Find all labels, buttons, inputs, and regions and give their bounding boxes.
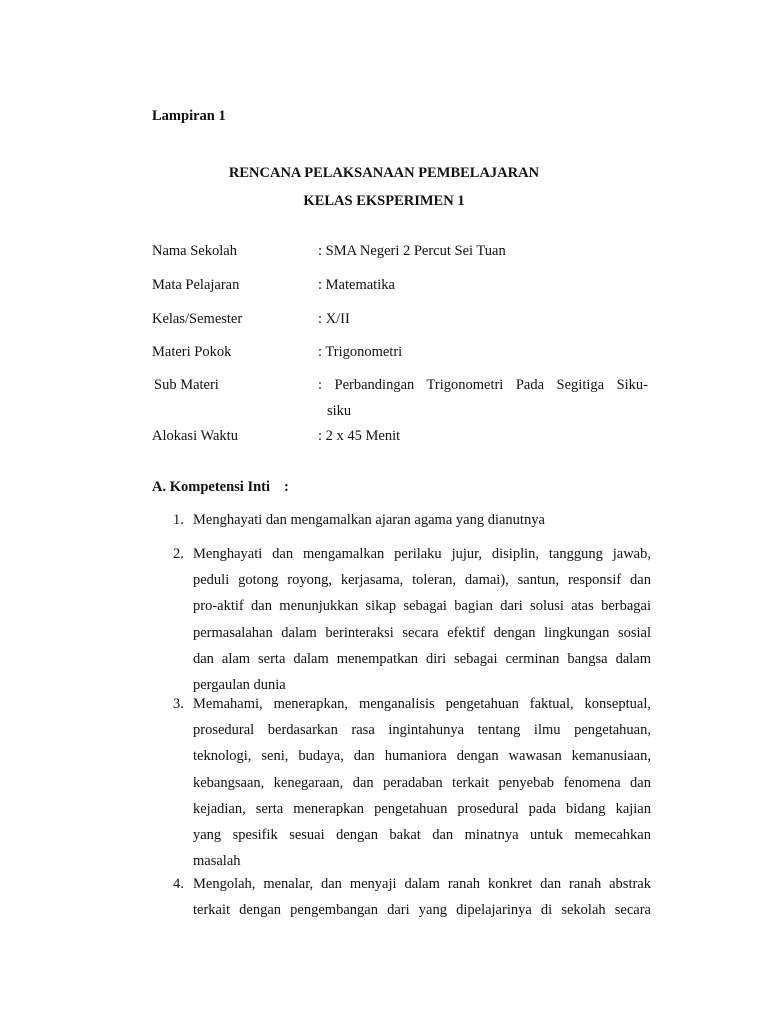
competency-line: teknologi, seni, budaya, dan humaniora dengan wawasan kemanusiaan, bbox=[193, 748, 651, 765]
competency-line: terkait dengan pengembangan dari yang dipelajarinya di sekolah secara bbox=[193, 902, 651, 919]
competency-line: yang spesifik sesuai dengan bakat dan minatnya untuk memecahkan bbox=[193, 826, 651, 843]
section-heading-text: A. Kompetensi Inti bbox=[152, 479, 271, 495]
competency-line: peduli gotong royong, kerjasama, toleran, damai), santun, responsif dan bbox=[193, 572, 651, 589]
competency-line: Memahami, menerapkan, menganalisis pengetahuan faktual, konseptual, bbox=[193, 696, 651, 712]
info-label: Materi Pokok bbox=[152, 344, 232, 360]
competency-line: Menghayati dan mengamalkan ajaran agama yang dianutnya bbox=[193, 512, 545, 528]
competency-line: prosedural berdasarkan rasa ingintahunya tentang ilmu pengetahuan, bbox=[193, 722, 651, 739]
info-value: : Perbandingan Trigonometri Pada Segitiga Siku- bbox=[318, 377, 648, 393]
competency-line: dan alam serta dalam menempatkan diri sebagai cerminan bangsa dalam bbox=[193, 650, 651, 667]
competency-line: pro-aktif dan menunjukkan sikap sebagai bagian dari solusi atas berbagai bbox=[193, 598, 651, 615]
competency-text bbox=[193, 541, 651, 698]
competency-line: masalah bbox=[193, 853, 241, 870]
competency-number: 4. bbox=[173, 876, 184, 892]
competency-text bbox=[193, 507, 651, 533]
competency-line: kebangsaan, kenegaraan, dan peradaban terkait penyebab fenomena dan bbox=[193, 774, 651, 791]
info-value: : Matematika bbox=[318, 277, 395, 293]
competency-line: Menghayati dan mengamalkan perilaku jujur, disiplin, tanggung jawab, bbox=[193, 546, 651, 562]
info-value: : X/II bbox=[318, 311, 350, 327]
info-label: Mata Pelajaran bbox=[152, 277, 240, 293]
section-heading-separator: : bbox=[284, 479, 289, 495]
competency-line: pergaulan dunia bbox=[193, 676, 286, 693]
competency-line: kejadian, serta menerapkan pengetahuan prosedural pada bidang kajian bbox=[193, 800, 651, 817]
info-label: Sub Materi bbox=[154, 377, 219, 393]
info-label: Alokasi Waktu bbox=[152, 428, 238, 444]
competency-text bbox=[193, 871, 651, 923]
info-value-continuation: siku bbox=[327, 403, 352, 419]
info-value: : 2 x 45 Menit bbox=[318, 428, 401, 444]
section-heading bbox=[152, 477, 289, 497]
document-title: RENCANA PELAKSANAAN PEMBELAJARAN bbox=[228, 165, 540, 181]
attachment-label: Lampiran 1 bbox=[152, 108, 226, 124]
competency-number: 3. bbox=[173, 696, 184, 712]
competency-line: Mengolah, menalar, dan menyaji dalam ranah konkret dan ranah abstrak bbox=[193, 876, 651, 892]
competency-number: 2. bbox=[173, 546, 184, 562]
competency-number: 1. bbox=[173, 512, 184, 528]
info-label: Kelas/Semester bbox=[152, 311, 243, 327]
info-value: : SMA Negeri 2 Percut Sei Tuan bbox=[318, 243, 506, 259]
competency-line: permasalahan dalam berinteraksi secara efektif dengan lingkungan sosial bbox=[193, 624, 651, 641]
competency-text bbox=[193, 691, 651, 874]
document-subtitle: KELAS EKSPERIMEN 1 bbox=[303, 193, 465, 209]
info-value: : Trigonometri bbox=[318, 344, 403, 360]
info-row-subtopic bbox=[152, 372, 648, 424]
info-label: Nama Sekolah bbox=[152, 243, 237, 259]
